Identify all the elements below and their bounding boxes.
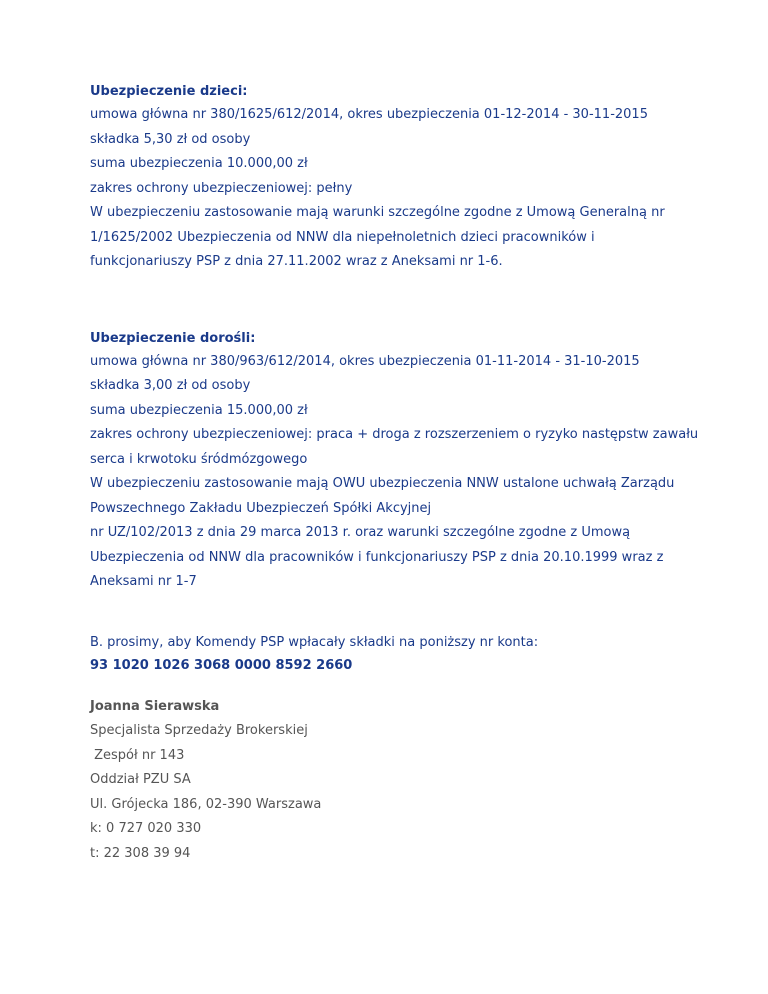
bank-account-number: 93 1020 1026 3068 0000 8592 2660 (90, 658, 353, 673)
adults-conditions-line-2: Powszechnego Zakładu Ubezpieczeń Spółki Akcyjnej (90, 500, 432, 516)
adults-main-contract: umowa główna nr 380/963/612/2014, okres ubezpieczenia 01-11-2014 - 31-10-2015 (90, 353, 640, 369)
children-conditions-line-2: 1/1625/2002 Ubezpieczenia od NNW dla niepełnoletnich dzieci pracowników i (90, 229, 595, 245)
children-conditions-line-1: W ubezpieczeniu zastosowanie mają warunki szczególne zgodne z Umową Generalną nr (90, 205, 665, 220)
document-body (90, 81, 730, 866)
section-spacer (90, 677, 730, 695)
adults-coverage-scope-line-2: serca i krwotoku śródmózgowego (90, 451, 308, 467)
section-spacer (90, 275, 730, 328)
children-premium: składka 5,30 zł od osoby (90, 131, 251, 147)
payment-request-text: B. prosimy, aby Komendy PSP wpłacały składki na poniższy nr konta: (90, 634, 539, 650)
contact-address: Ul. Grójecka 186, 02-390 Warszawa (90, 796, 322, 812)
contact-name: Joanna Sierawska (90, 699, 220, 714)
adults-sum-insured: suma ubezpieczenia 15.000,00 zł (90, 402, 308, 418)
contact-mobile-phone: k: 0 727 020 330 (90, 821, 202, 836)
children-coverage-scope: zakres ochrony ubezpieczeniowej: pełny (90, 180, 353, 196)
contact-phone: t: 22 308 39 94 (90, 845, 191, 861)
adults-premium: składka 3,00 zł od osoby (90, 378, 251, 393)
adults-conditions-line-1: W ubezpieczeniu zastosowanie mają OWU ubezpieczenia NNW ustalone uchwałą Zarządu (90, 476, 675, 491)
adults-conditions-line-5: Aneksami nr 1-7 (90, 574, 197, 589)
contact-branch: Oddział PZU SA (90, 772, 191, 787)
adults-insurance-title: Ubezpieczenie dorośli: (90, 330, 256, 346)
children-insurance-title: Ubezpieczenie dzieci: (90, 84, 248, 99)
children-conditions-line-3: funkcjonariuszy PSP z dnia 27.11.2002 wraz z Aneksami nr 1-6. (90, 254, 503, 269)
children-main-contract: umowa główna nr 380/1625/612/2014, okres ubezpieczenia 01-12-2014 - 30-11-2015 (90, 107, 648, 122)
section-spacer (90, 595, 730, 631)
contact-job-title: Specjalista Sprzedaży Brokerskiej (90, 723, 308, 738)
children-sum-insured: suma ubezpieczenia 10.000,00 zł (90, 156, 308, 171)
adults-conditions-line-4: Ubezpieczenia od NNW dla pracowników i funkcjonariuszy PSP z dnia 20.10.1999 wraz z (90, 549, 664, 565)
adults-conditions-line-3: nr UZ/102/2013 z dnia 29 marca 2013 r. oraz warunki szczególne zgodne z Umową (90, 525, 631, 540)
adults-coverage-scope-line-1: zakres ochrony ubezpieczeniowej: praca + droga z rozszerzeniem o ryzyko następstw zawału (90, 427, 699, 442)
contact-team: Zespół nr 143 (90, 747, 185, 763)
